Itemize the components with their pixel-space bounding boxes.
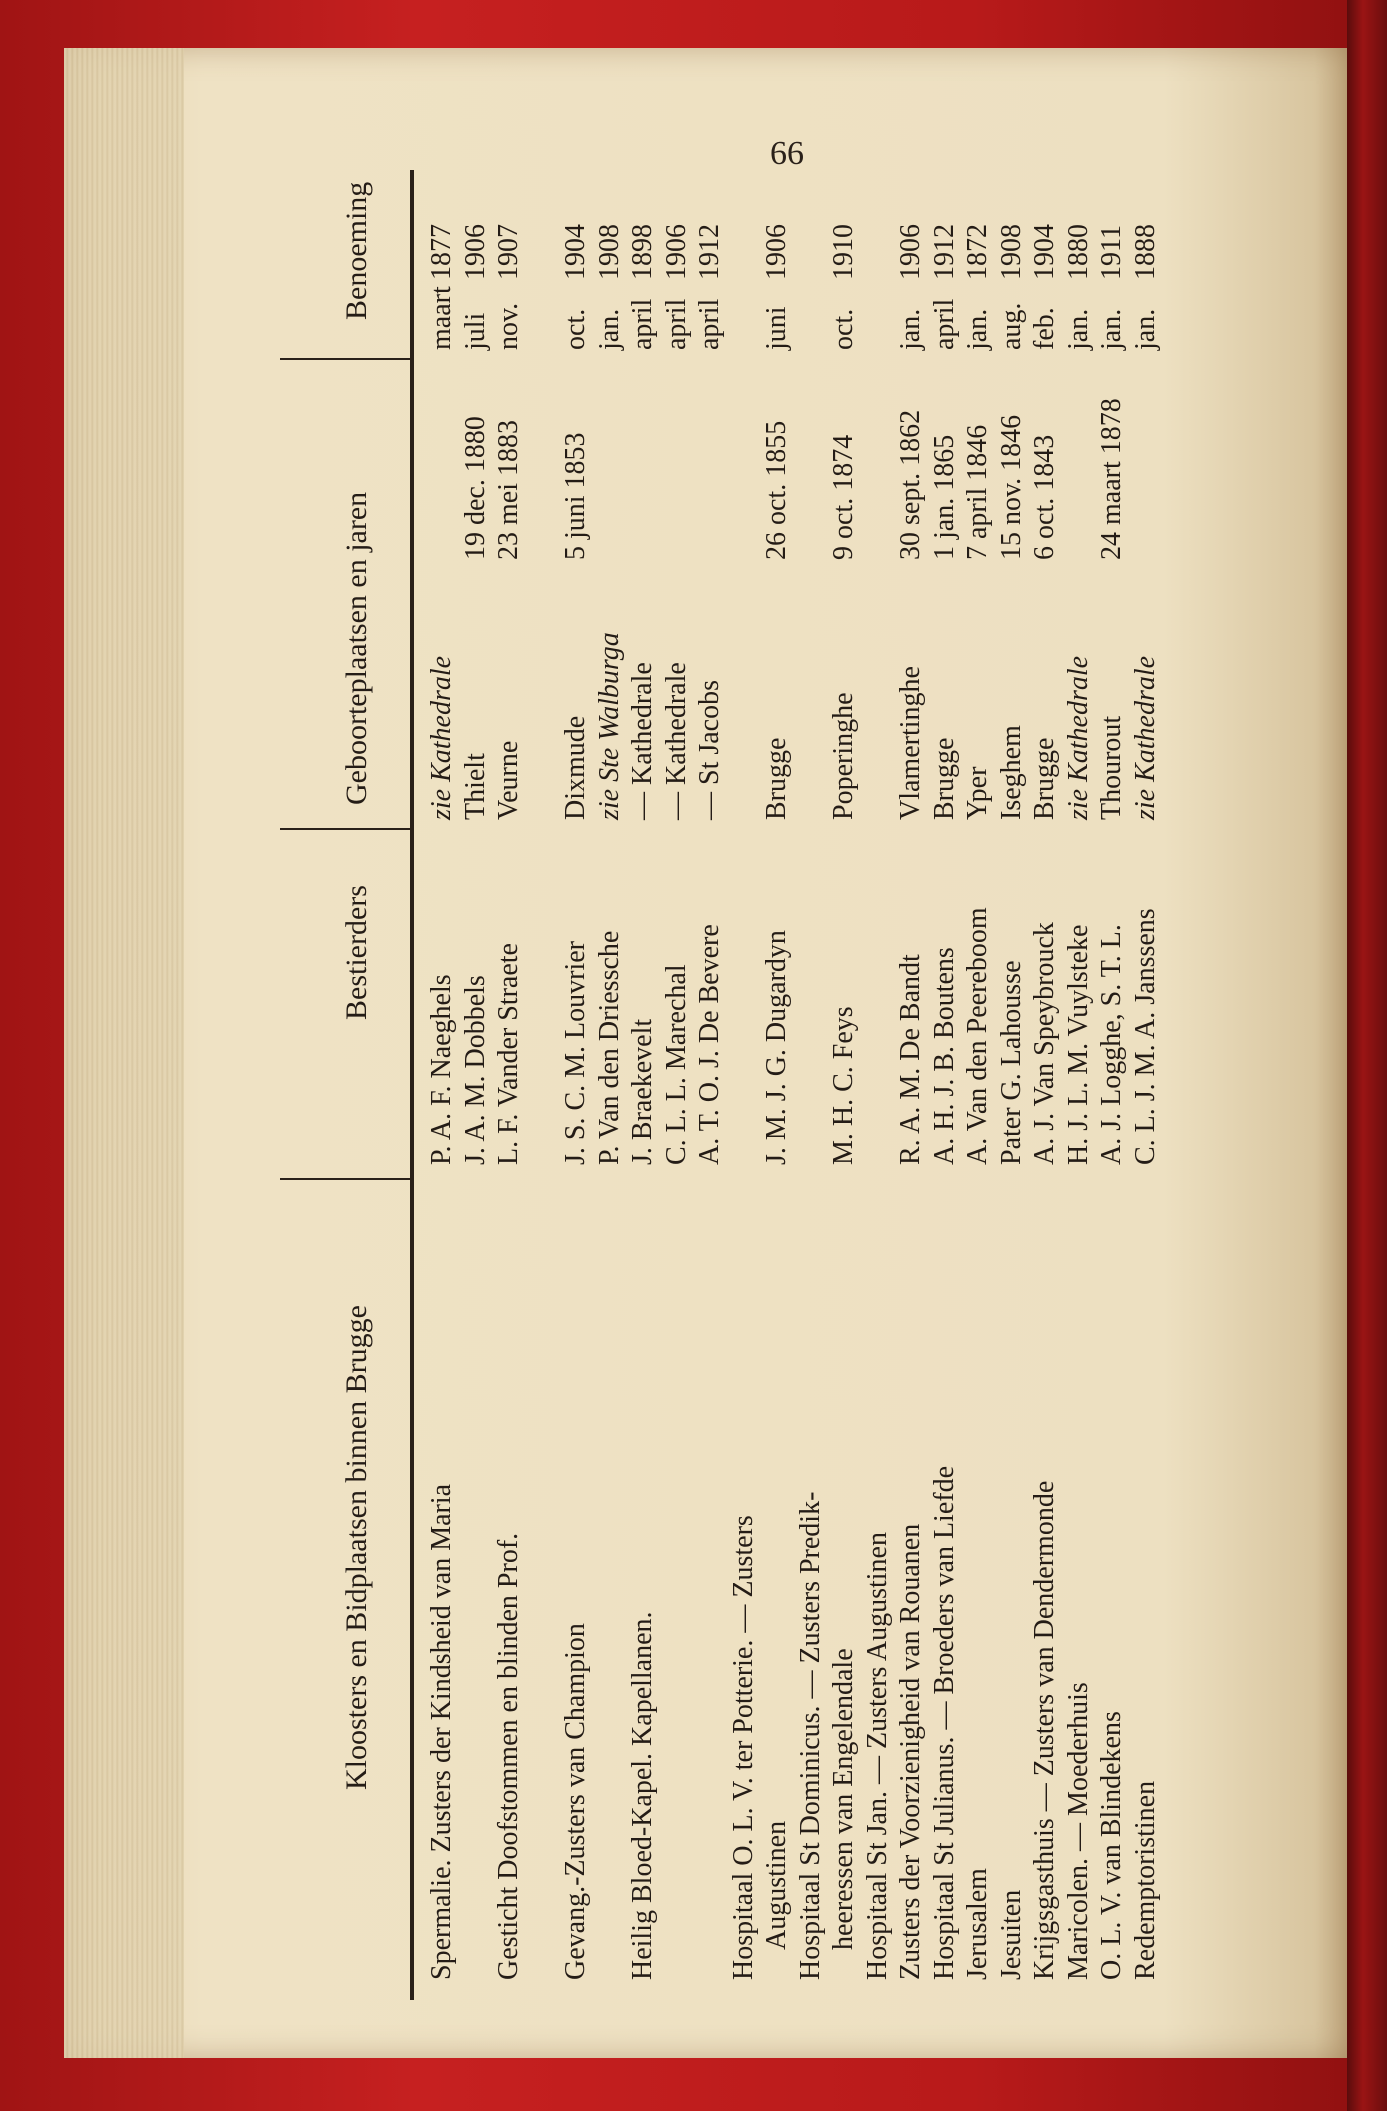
table-row [861, 170, 895, 2000]
place-cell: heeressen van Engelendale [828, 1648, 859, 1950]
table-row [660, 170, 694, 2000]
birthplace-cell: Thielt [459, 753, 491, 820]
director-cell: C. L. L. Marechal [660, 964, 692, 1165]
director-cell: J. S. C. M. Louvrier [560, 941, 591, 1165]
appointment-month-cell: maart [426, 286, 457, 350]
birthplace-cell: Brugge [1029, 737, 1060, 820]
birthplace-cell: Thourout [1096, 715, 1127, 820]
director-cell: A. J. Logghe, S. T. L. [1096, 924, 1127, 1165]
birthdate-cell: 9 oct. 1874 [828, 434, 859, 560]
table-row [794, 170, 828, 2000]
table-row [559, 170, 593, 2000]
book-spine [1347, 0, 1387, 2111]
header-rule [410, 170, 414, 2000]
birthplace-cell: zie Ste Walburga [593, 632, 625, 820]
appointment-month-cell: nov. [493, 302, 524, 350]
director-cell: J. Braekevelt [627, 1018, 658, 1165]
appointment-year-cell: 1910 [828, 224, 859, 280]
appointment-year-cell: 1906 [895, 224, 926, 280]
director-cell: H. J. L. M. Vuylsteke [1062, 924, 1094, 1165]
header-kloosters: Kloosters en Bidplaatsen binnen Brugge [340, 1305, 373, 1790]
director-cell: A. H. J. B. Boutens [928, 947, 960, 1165]
page-edges [64, 48, 184, 2058]
table-row [1129, 170, 1163, 2000]
appointment-year-cell: 1880 [1062, 224, 1094, 280]
appointment-month-cell: juli [459, 312, 491, 350]
appointment-month-cell: jan. [1062, 308, 1094, 350]
appointment-year-cell: 1906 [660, 224, 692, 280]
director-cell: R. A. M. De Bandt [895, 954, 926, 1165]
place-cell: Gesticht Doofstommen en blinden Prof. [493, 1532, 524, 1980]
birthdate-cell: 1 jan. 1865 [928, 434, 960, 560]
table-row [760, 170, 794, 2000]
table-row [693, 170, 727, 2000]
director-cell: J. A. M. Dobbels [459, 975, 491, 1165]
birthplace-cell: — Kathedrale [660, 662, 692, 820]
header-geboorteplaatsen: Geboorteplaatsen en jaren [340, 491, 373, 805]
birthplace-cell: zie Kathedrale [1062, 655, 1094, 820]
appointment-year-cell: 1912 [694, 224, 725, 280]
birthplace-cell: Dixmude [560, 715, 591, 820]
appointment-month-cell: april [660, 298, 692, 350]
director-cell: A. T. O. J. De Bevere [694, 924, 725, 1165]
birthplace-cell: Vlamertinghe [895, 666, 926, 820]
appointment-month-cell: jan. [1096, 308, 1127, 350]
director-cell: P. Van den Driessche [593, 930, 625, 1165]
birthdate-cell: 24 maart 1878 [1096, 398, 1127, 560]
birthdate-cell: 19 dec. 1880 [459, 416, 491, 560]
appointment-month-cell: jan. [593, 308, 625, 350]
appointment-month-cell: oct. [828, 308, 859, 350]
appointment-year-cell: 1906 [459, 224, 491, 280]
birthdate-cell: 23 mei 1883 [493, 420, 524, 560]
appointment-year-cell: 1904 [1029, 224, 1060, 280]
director-cell: C. L. J. M. A. Janssens [1129, 908, 1161, 1165]
appointment-year-cell: 1907 [493, 224, 524, 280]
place-cell: Hospitaal St Dominicus. — Zusters Predik- [794, 1491, 826, 1980]
place-cell: Hospitaal St Julianus. — Broeders van Liefde [928, 1465, 960, 1980]
header-benoeming: Benoeming [340, 181, 373, 320]
birthdate-cell: 26 oct. 1855 [761, 420, 792, 560]
appointment-year-cell: 1908 [593, 224, 625, 280]
table-row [1095, 170, 1129, 2000]
header-bestierders: Bestierders [340, 885, 373, 1020]
appointment-month-cell: jan. [962, 308, 993, 350]
birthplace-cell: Poperinghe [828, 692, 859, 820]
birthplace-cell: Brugge [928, 737, 960, 820]
place-cell: Jerusalem [962, 1868, 993, 1980]
place-cell: Augustinen [761, 1820, 792, 1950]
table-row [1028, 170, 1062, 2000]
place-cell: O. L. V. van Blindekens [1096, 1711, 1127, 1980]
appointment-year-cell: 1898 [627, 224, 658, 280]
director-cell: L. F. Vander Straete [493, 943, 524, 1165]
table-header [280, 170, 410, 2000]
birthplace-cell: — St Jacobs [694, 680, 725, 820]
place-cell: Redemptoristinen [1129, 1780, 1161, 1980]
appointment-month-cell: aug. [995, 302, 1027, 350]
appointment-month-cell: jan. [1129, 308, 1161, 350]
director-cell: A. Van den Peereboom [962, 907, 993, 1165]
place-cell: Hospitaal O. L. V. ter Potterie. — Zusters [727, 1515, 759, 1980]
appointment-month-cell: oct. [560, 308, 591, 350]
birthplace-cell: Brugge [761, 737, 792, 820]
appointment-year-cell: 1908 [995, 224, 1027, 280]
appointment-month-cell: juni [761, 306, 792, 350]
birthdate-cell: 7 april 1846 [962, 424, 993, 560]
header-divider [280, 828, 412, 830]
appointment-year-cell: 1906 [761, 224, 792, 280]
appointment-year-cell: 1911 [1096, 225, 1127, 280]
place-cell: Maricolen. — Moederhuis [1062, 1682, 1094, 1980]
appointment-month-cell: jan. [895, 308, 926, 350]
place-cell: Heilig Bloed-Kapel. Kapellanen. [627, 1611, 658, 1980]
table-row [1062, 170, 1096, 2000]
place-cell: Hospitaal St Jan. — Zusters Augustinen [861, 1532, 893, 1980]
header-divider [280, 1178, 412, 1180]
place-cell: Jesuiten [995, 1889, 1027, 1980]
birthplace-cell: Iseghem [995, 725, 1027, 820]
birthdate-cell: 15 nov. 1846 [995, 414, 1027, 560]
director-cell: A. J. Van Speybrouck [1029, 922, 1060, 1165]
place-cell: Gevang.-Zusters van Champion [560, 1623, 591, 1980]
birthdate-cell: 30 sept. 1862 [895, 409, 926, 560]
appointment-month-cell: april [928, 298, 960, 350]
director-cell: Pater G. Lahousse [995, 960, 1027, 1165]
table-row [492, 170, 526, 2000]
birthplace-cell: zie Kathedrale [426, 655, 457, 820]
appointment-month-cell: april [694, 298, 725, 350]
appointment-year-cell: 1877 [426, 224, 457, 280]
director-cell: J. M. J. G. Dugardyn [761, 930, 792, 1165]
birthdate-cell: 6 oct. 1843 [1029, 434, 1060, 560]
table-row [894, 170, 928, 2000]
directory-table [280, 170, 1200, 2000]
table-row [459, 170, 493, 2000]
appointment-month-cell: feb. [1029, 307, 1060, 350]
appointment-year-cell: 1912 [928, 224, 960, 280]
table-row [727, 170, 761, 2000]
table-row [425, 170, 459, 2000]
birthplace-cell: Veurne [493, 740, 524, 820]
appointment-year-cell: 1872 [962, 224, 993, 280]
table-row [928, 170, 962, 2000]
table-row [626, 170, 660, 2000]
table-row [961, 170, 995, 2000]
director-cell: M. H. C. Feys [828, 1006, 859, 1165]
page-number: 66 [770, 135, 804, 172]
appointment-month-cell: april [627, 298, 658, 350]
birthplace-cell: zie Kathedrale [1129, 655, 1161, 820]
birthplace-cell: — Kathedrale [627, 662, 658, 820]
header-divider [280, 358, 412, 360]
place-cell: Krijgsgasthuis — Zusters van Dendermonde [1029, 1480, 1060, 1980]
birthplace-cell: Yper [962, 766, 993, 820]
place-cell: Spermalie. Zusters der Kindsheid van Maria [426, 1483, 457, 1980]
appointment-year-cell: 1904 [560, 224, 591, 280]
table-row [593, 170, 627, 2000]
place-cell: Zusters der Voorzienigheid van Rouanen [895, 1523, 926, 1980]
appointment-year-cell: 1888 [1129, 224, 1161, 280]
table-row [995, 170, 1029, 2000]
director-cell: P. A. F. Naeghels [426, 974, 457, 1165]
birthdate-cell: 5 juni 1853 [560, 432, 591, 560]
table-row [827, 170, 861, 2000]
